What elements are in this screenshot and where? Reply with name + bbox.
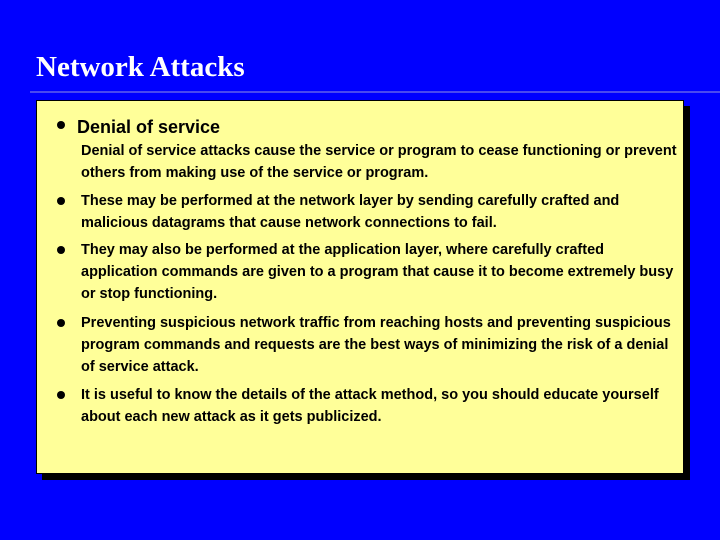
bullet-icon	[57, 319, 65, 327]
list-item-text: They may also be performed at the application layer, where carefully crafted application commands are given to a program that cause it to become extremely busy or stop functioning.	[81, 242, 674, 302]
list-item-text: Preventing suspicious network traffic from reaching hosts and preventing suspicious program commands and requests are the best ways of minimizing the risk of a denial of service attack.	[81, 315, 671, 375]
list-item	[57, 239, 677, 305]
bullet-icon	[57, 246, 65, 254]
list-item-text: It is useful to know the details of the attack method, so you should educate yourself about each new attack as it gets publicized.	[81, 387, 659, 425]
content-panel	[36, 100, 684, 474]
section-heading-row	[57, 115, 220, 139]
bullet-icon	[57, 197, 65, 205]
section-heading: Denial of service	[77, 117, 221, 137]
title-divider	[30, 91, 720, 93]
slide-title: Network Attacks	[36, 51, 245, 83]
list-item-text: These may be performed at the network layer by sending carefully crafted and malicious datagrams that cause network connections to fail.	[81, 193, 620, 231]
bullet-icon	[57, 391, 65, 399]
list-item	[57, 384, 677, 428]
list-item	[57, 190, 677, 234]
list-item	[57, 312, 677, 378]
bullet-icon	[57, 121, 65, 129]
section-intro: Denial of service attacks cause the service or program to cease functioning or prevent others from making use of the service or program.	[81, 143, 677, 181]
